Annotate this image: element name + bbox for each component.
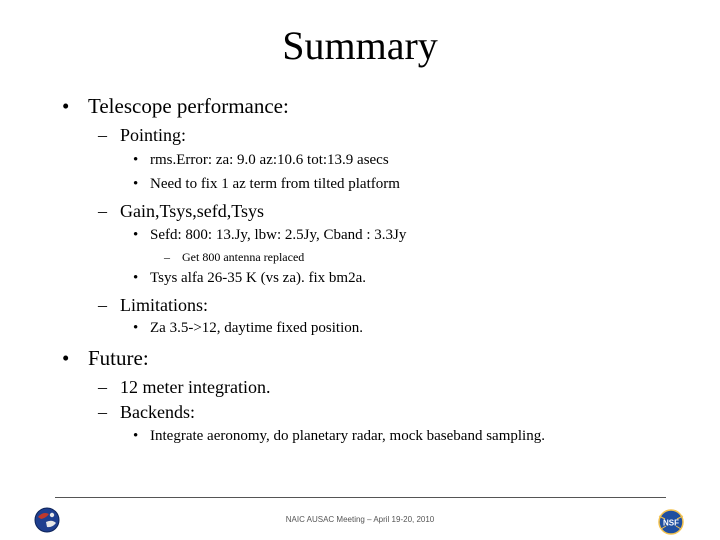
bullet-marker: • [133,176,139,192]
dash-marker: – [98,125,107,145]
bullet-level2: Limitations: [120,295,208,315]
bullet-marker: • [133,320,139,336]
bullet-level1: Future: [88,346,149,370]
bullet-level2: Pointing: [120,125,187,145]
dash-marker: – [164,250,170,264]
bullet-level4: Get 800 antenna replaced [182,250,305,264]
bullet-level3: Sefd: 800: 13.Jy, lbw: 2.5Jy, Cband : 3.3Jy [150,227,407,243]
bullet-marker: • [133,428,139,444]
bullet-level3: Need to fix 1 az term from tilted platform [150,176,400,192]
dash-marker: – [98,201,107,221]
bullet-marker: • [133,270,139,286]
nsf-logo-text: NSF [663,518,679,528]
slide-title: Summary [282,23,438,68]
bullet-marker: • [133,227,139,243]
bullet-level1: Telescope performance: [88,94,289,118]
footer-divider [55,497,666,498]
bullet-level2: Backends: [120,402,195,422]
dash-marker: – [98,402,107,422]
bullet-marker: • [62,346,70,370]
bullet-level3: Tsys alfa 26-35 K (vs za). fix bm2a. [150,270,366,286]
bullet-level2: 12 meter integration. [120,377,271,397]
bullet-level3: Za 3.5->12, daytime fixed position. [150,320,364,336]
bullet-level2: Gain,Tsys,sefd,Tsys [120,201,264,221]
dash-marker: – [98,377,107,397]
bullet-marker: • [133,152,139,168]
footer-text: NAIC AUSAC Meeting – April 19-20, 2010 [285,515,435,524]
bullet-level3: Integrate aeronomy, do planetary radar, mock baseband sampling. [150,428,545,444]
nsf-logo-icon [657,509,685,540]
dash-marker: – [98,295,107,315]
bullet-marker: • [62,94,70,118]
bullet-level3: rms.Error: za: 9.0 az:10.6 tot:13.9 asecs [150,152,389,168]
